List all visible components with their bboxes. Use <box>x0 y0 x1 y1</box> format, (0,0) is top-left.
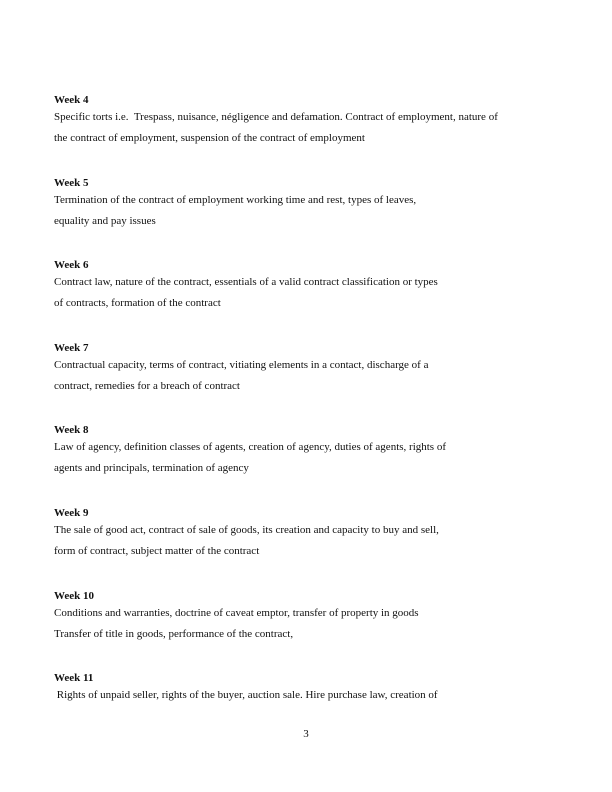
week-description-line: The sale of good act, contract of sale of goods, its creation and capacity to buy and sell, <box>54 524 439 536</box>
page-number: 3 <box>303 728 309 740</box>
week-heading: Week 6 <box>54 259 89 272</box>
week-section <box>54 589 574 645</box>
week-description-line: Contractual capacity, terms of contract, vitiating elements in a contact, discharge of a <box>54 358 429 371</box>
week-description-line: Rights of unpaid seller, rights of the buyer, auction sale. Hire purchase law, creation of <box>54 689 438 702</box>
week-heading: Week 11 <box>54 672 94 685</box>
week-heading: Week 10 <box>54 589 95 602</box>
week-description-line: the contract of employment, suspension of the contract of employment <box>54 132 365 144</box>
week-heading: Week 9 <box>54 507 89 519</box>
week-description-line: Conditions and warranties, doctrine of caveat emptor, transfer of property in goods <box>54 606 419 619</box>
week-section <box>54 671 574 706</box>
week-description-line: equality and pay issues <box>54 214 156 227</box>
week-description-line: Transfer of title in goods, performance of the contract, <box>54 627 294 640</box>
week-description-line: of contracts, formation of the contract <box>54 297 221 310</box>
week-heading: Week 5 <box>54 176 89 189</box>
week-description-line: Contract law, nature of the contract, essentials of a valid contract classification or types <box>54 276 438 289</box>
week-section <box>54 506 574 562</box>
week-section <box>54 176 574 232</box>
week-description-line: Termination of the contract of employment working time and rest, types of leaves, <box>54 193 417 206</box>
week-description-line: Law of agency, definition classes of agents, creation of agency, duties of agents, rights of <box>54 441 446 454</box>
week-description-line: agents and principals, termination of agency <box>54 462 249 475</box>
week-description-line: form of contract, subject matter of the contract <box>54 545 260 557</box>
week-heading: Week 4 <box>54 94 89 106</box>
week-description-line: Specific torts i.e. Trespass, nuisance, négligence and defamation. Contract of employment, nature of <box>54 111 498 123</box>
week-section <box>54 93 574 149</box>
week-section <box>54 341 574 397</box>
week-heading: Week 7 <box>54 341 89 354</box>
week-section <box>54 258 574 314</box>
week-heading: Week 8 <box>54 424 89 437</box>
week-section <box>54 423 574 479</box>
week-description-line: contract, remedies for a breach of contract <box>54 379 240 392</box>
